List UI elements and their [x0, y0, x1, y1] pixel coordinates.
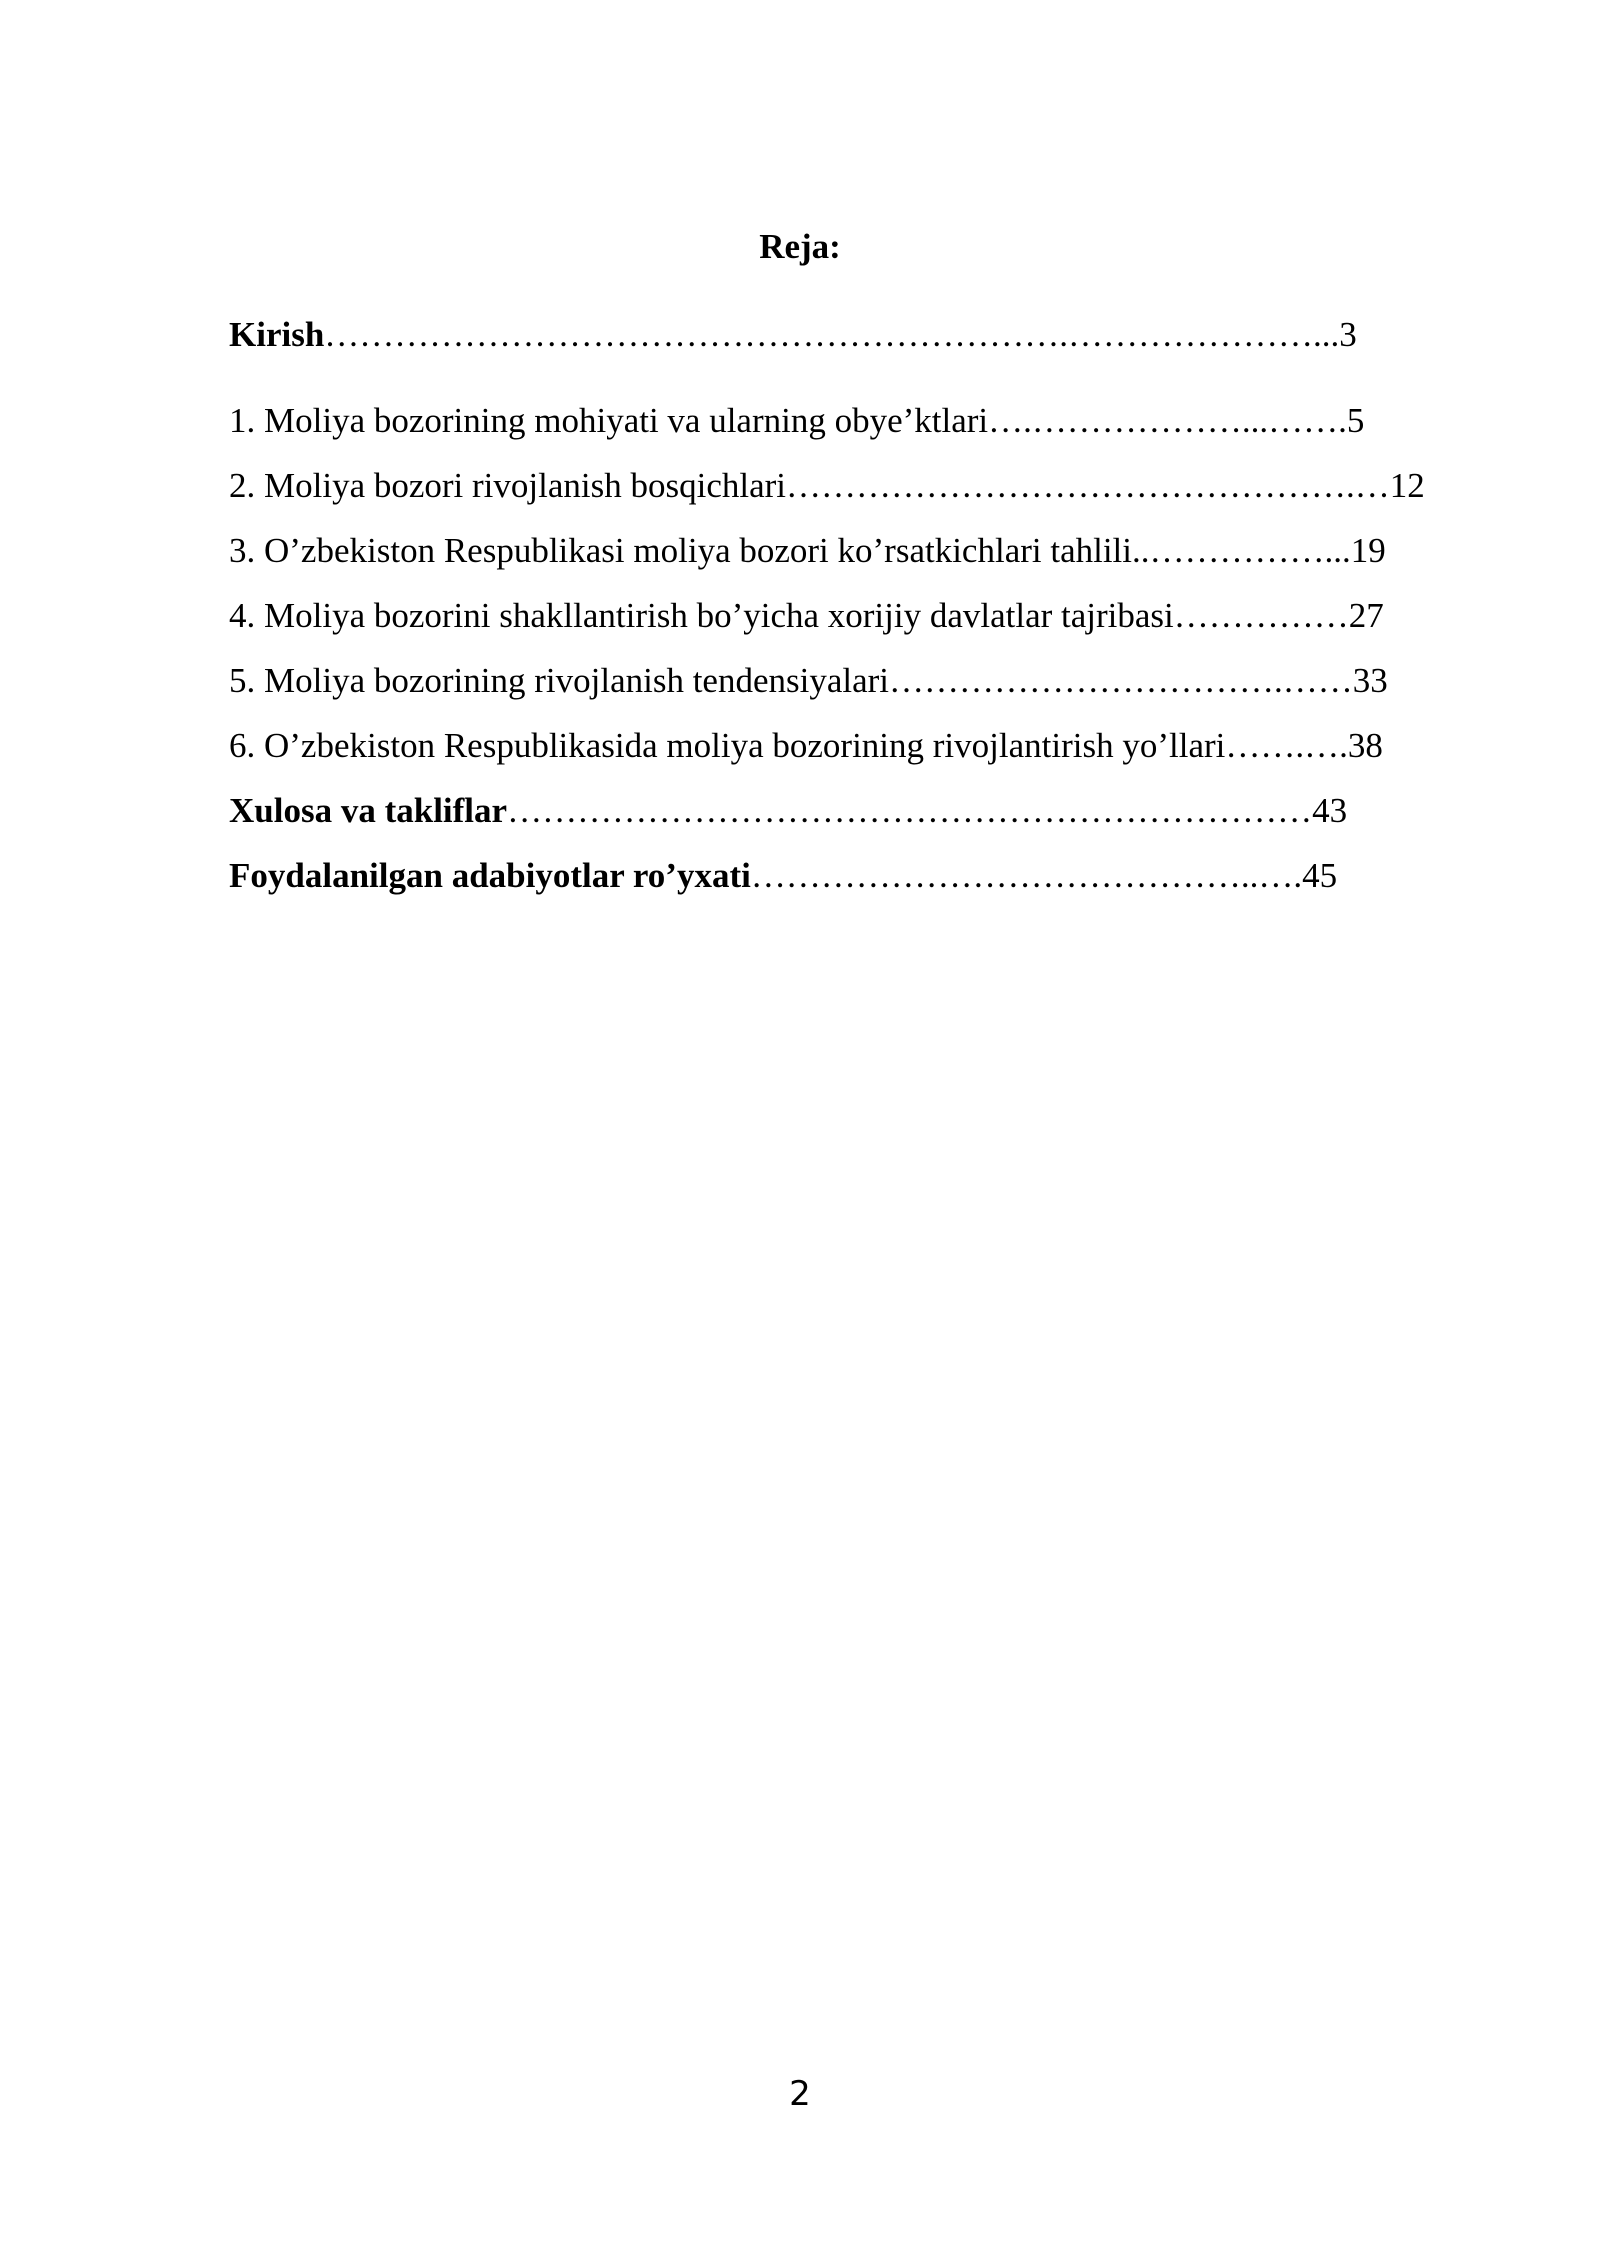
toc-entry-5 [229, 659, 1388, 703]
toc-entry-3 [229, 529, 1386, 573]
toc-entry-leader: ……………………………………………………….…………………... [324, 315, 1340, 354]
toc-entry-label: Kirish [229, 315, 325, 354]
toc-entry-page: 45 [1302, 856, 1338, 895]
toc-entry-page: 19 [1350, 531, 1386, 570]
toc-entry-leader: …….…. [1225, 726, 1348, 765]
toc-entry-adabiyotlar [229, 854, 1337, 898]
toc-entry-label: 1. Moliya bozorining mohiyati va ularning obye’ktlari [229, 401, 989, 440]
toc-entry-page: 38 [1347, 726, 1383, 765]
toc-entry-label: 3. O’zbekiston Respublikasi moliya bozori ko’rsatkichlari tahlili [229, 531, 1133, 570]
toc-entry-page: 43 [1312, 791, 1348, 830]
toc-entry-label: 4. Moliya bozorini shakllantirish bo’yicha xorijiy davlatlar tajribasi [229, 596, 1174, 635]
toc-entry-1 [229, 399, 1364, 443]
toc-entry-leader: ………………………………………….… [786, 466, 1390, 505]
toc-entry-label: 6. O’zbekiston Respublikasida moliya bozorining rivojlantirish yo’llari [229, 726, 1226, 765]
toc-entry-label: Foydalanilgan adabiyotlar ro’yxati [229, 856, 751, 895]
toc-entry-leader: ……………………………………..…. [750, 856, 1303, 895]
page-number: 2 [789, 2074, 811, 2114]
toc-entry-page: 27 [1348, 596, 1384, 635]
toc-entry-leader: …………… [1173, 596, 1349, 635]
page-title: Reja: [759, 227, 841, 266]
toc-entry-leader: …………………………………………………………… [507, 791, 1313, 830]
toc-entry-xulosa [229, 789, 1347, 833]
toc-entry-leader: …………………………….…… [889, 661, 1353, 700]
toc-entry-page: 3 [1339, 315, 1357, 354]
toc-entry-label: 2. Moliya bozori rivojlanish bosqichlari [229, 466, 786, 505]
toc-entry-4 [229, 594, 1384, 638]
toc-entry-page: 5 [1346, 401, 1365, 440]
toc-entry-page: 12 [1389, 466, 1425, 505]
toc-entry-page: 33 [1352, 661, 1388, 700]
toc-entry-2 [229, 464, 1425, 508]
toc-entry-label: Xulosa va takliflar [229, 791, 508, 830]
toc-entry-6 [229, 724, 1383, 768]
toc-entry-kirish [229, 313, 1357, 357]
toc-entry-leader: ….………………...……. [988, 401, 1347, 440]
toc-entry-label: 5. Moliya bozorining rivojlanish tendensiyalari [229, 661, 890, 700]
toc-entry-leader: ..……………... [1132, 531, 1351, 570]
